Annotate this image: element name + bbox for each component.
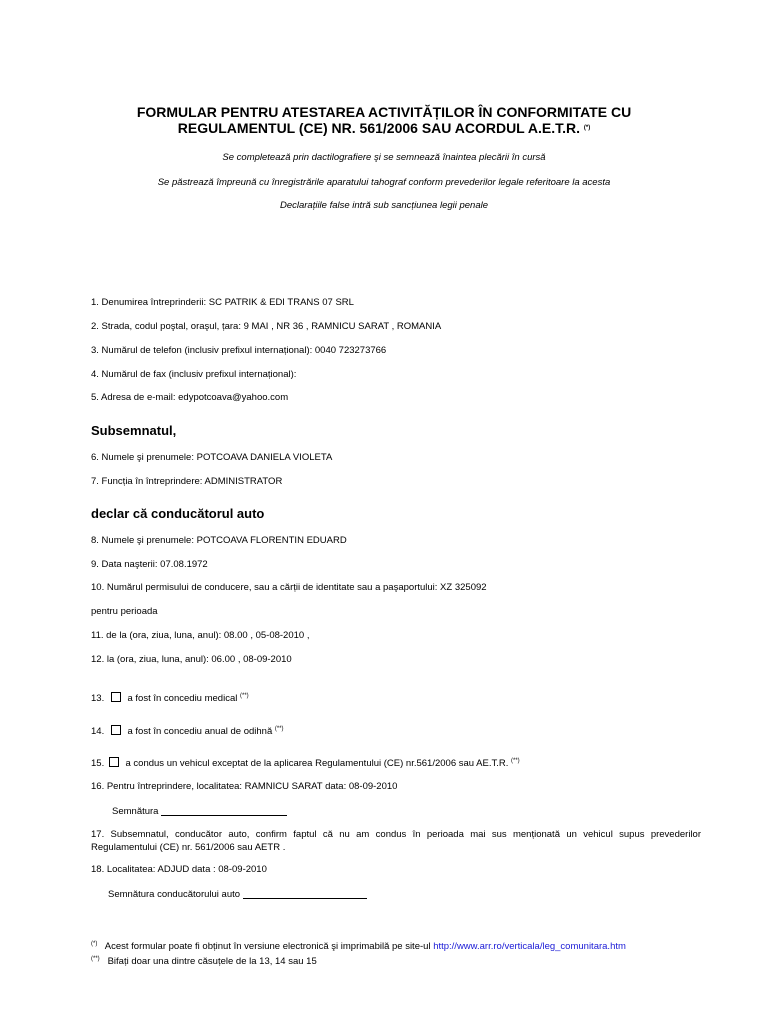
note-storage: Se păstrează împreună cu înregistrările aparatului tahograf conform prevederilor legale referitoare la acesta <box>157 177 611 188</box>
field-birth-date: 9. Data naşterii: 07.08.1972 <box>91 559 208 570</box>
field-driver-name: 8. Numele şi prenumele: POTCOAVA FLORENTIN EDUARD <box>91 535 347 546</box>
footnote-2 <box>91 953 317 968</box>
footnote-2-text: Bifați doar una dintre căsuțele de la 13, 14 sau 15 <box>107 956 317 967</box>
footnote-2-mark: (**) <box>91 956 100 962</box>
field-period-to: 12. la (ora, ziua, luna, anul): 06.00 , 08-09-2010 <box>91 654 292 665</box>
field-email: 5. Adresa de e-mail: edypotcoava@yahoo.com <box>91 392 289 403</box>
field-company-location-date: 16. Pentru întreprindere, localitatea: RAMNICU SARAT data: 08-09-2010 <box>91 781 398 792</box>
checkbox-exempt-vehicle[interactable] <box>109 757 119 767</box>
field-period-from: 11. de la (ora, ziua, luna, anul): 08.00 , 05-08-2010 , <box>91 630 310 641</box>
driver-confirmation: 17. Subsemnatul, conducător auto, confirm faptul că nu am condus în perioada mai sus menționată un vehicul supus prevederilor Regulamentului (CE) nr. 561/2006 sau AETR . <box>91 829 701 853</box>
option-14-mark: (**) <box>274 726 284 732</box>
heading-undersigned: Subsemnatul, <box>91 423 177 438</box>
field-company-name: 1. Denumirea întreprinderii: SC PATRIK & EDI TRANS 07 SRL <box>91 297 354 308</box>
heading-driver: declar că conducătorul auto <box>91 506 265 521</box>
footnote-1-mark: (*) <box>91 941 98 947</box>
note-false-declarations: Declarațiile false intră sub sancțiunea legii penale <box>279 200 489 211</box>
option-14-label: a fost în concediu anual de odihnă <box>127 726 273 737</box>
option-13-mark: (**) <box>239 693 249 699</box>
field-phone: 3. Numărul de telefon (inclusiv prefixul internațional): 0040 723273766 <box>91 345 387 356</box>
driver-signature-line[interactable] <box>243 898 367 899</box>
option-13-number: 13. <box>91 693 105 704</box>
option-15-mark: (**) <box>511 758 520 764</box>
option-14-number: 14. <box>91 726 105 737</box>
option-annual-leave <box>91 723 284 738</box>
checkbox-annual-leave[interactable] <box>111 725 121 735</box>
form-title <box>100 104 668 136</box>
title-line-1: FORMULAR PENTRU ATESTAREA ACTIVITĂȚILOR ÎN CONFORMITATE CU <box>136 104 632 120</box>
option-exempt-vehicle <box>91 755 520 770</box>
footnote-1-text: Acest formular poate fi obținut în versiune electronică şi imprimabilă pe site-ul <box>104 941 431 952</box>
driver-signature-label: Semnătura conducătorului auto <box>108 889 241 900</box>
option-medical-leave <box>91 690 249 705</box>
title-footnote-mark: (*) <box>583 125 591 131</box>
field-fax: 4. Numărul de fax (inclusiv prefixul internațional): <box>91 369 297 380</box>
option-13-label: a fost în concediu medical <box>127 693 238 704</box>
title-line-2 <box>100 120 668 136</box>
footnote-link[interactable]: http://www.arr.ro/verticala/leg_comunitara.htm <box>433 941 626 952</box>
driver-signature <box>108 889 367 901</box>
option-15-number: 15. <box>91 758 105 769</box>
company-signature-line[interactable] <box>161 815 287 816</box>
note-typing: Se completează prin dactilografiere şi se semnează înaintea plecării în cursă <box>222 152 546 163</box>
field-address: 2. Strada, codul poştal, oraşul, țara: 9 MAI , NR 36 , RAMNICU SARAT , ROMANIA <box>91 321 442 332</box>
field-license-number: 10. Numărul permisului de conducere, sau a cărții de identitate sau a paşaportului: XZ 325092 <box>91 582 487 593</box>
company-signature <box>112 806 287 818</box>
title-line-2-text: REGULAMENTUL (CE) NR. 561/2006 SAU ACORDUL A.E.T.R. <box>177 120 580 136</box>
footnote-1 <box>91 938 626 953</box>
company-signature-label: Semnătura <box>112 806 159 817</box>
field-driver-location-date: 18. Localitatea: ADJUD data : 08-09-2010 <box>91 864 267 875</box>
checkbox-medical-leave[interactable] <box>111 692 121 702</box>
option-15-label: a condus un vehicul exceptat de la aplicarea Regulamentului (CE) nr.561/2006 sau AE.T.R. <box>125 758 509 769</box>
label-period: pentru perioada <box>91 606 158 617</box>
field-signer-role: 7. Funcția în întreprindere: ADMINISTRATOR <box>91 476 283 487</box>
field-signer-name: 6. Numele şi prenumele: POTCOAVA DANIELA VIOLETA <box>91 452 333 463</box>
